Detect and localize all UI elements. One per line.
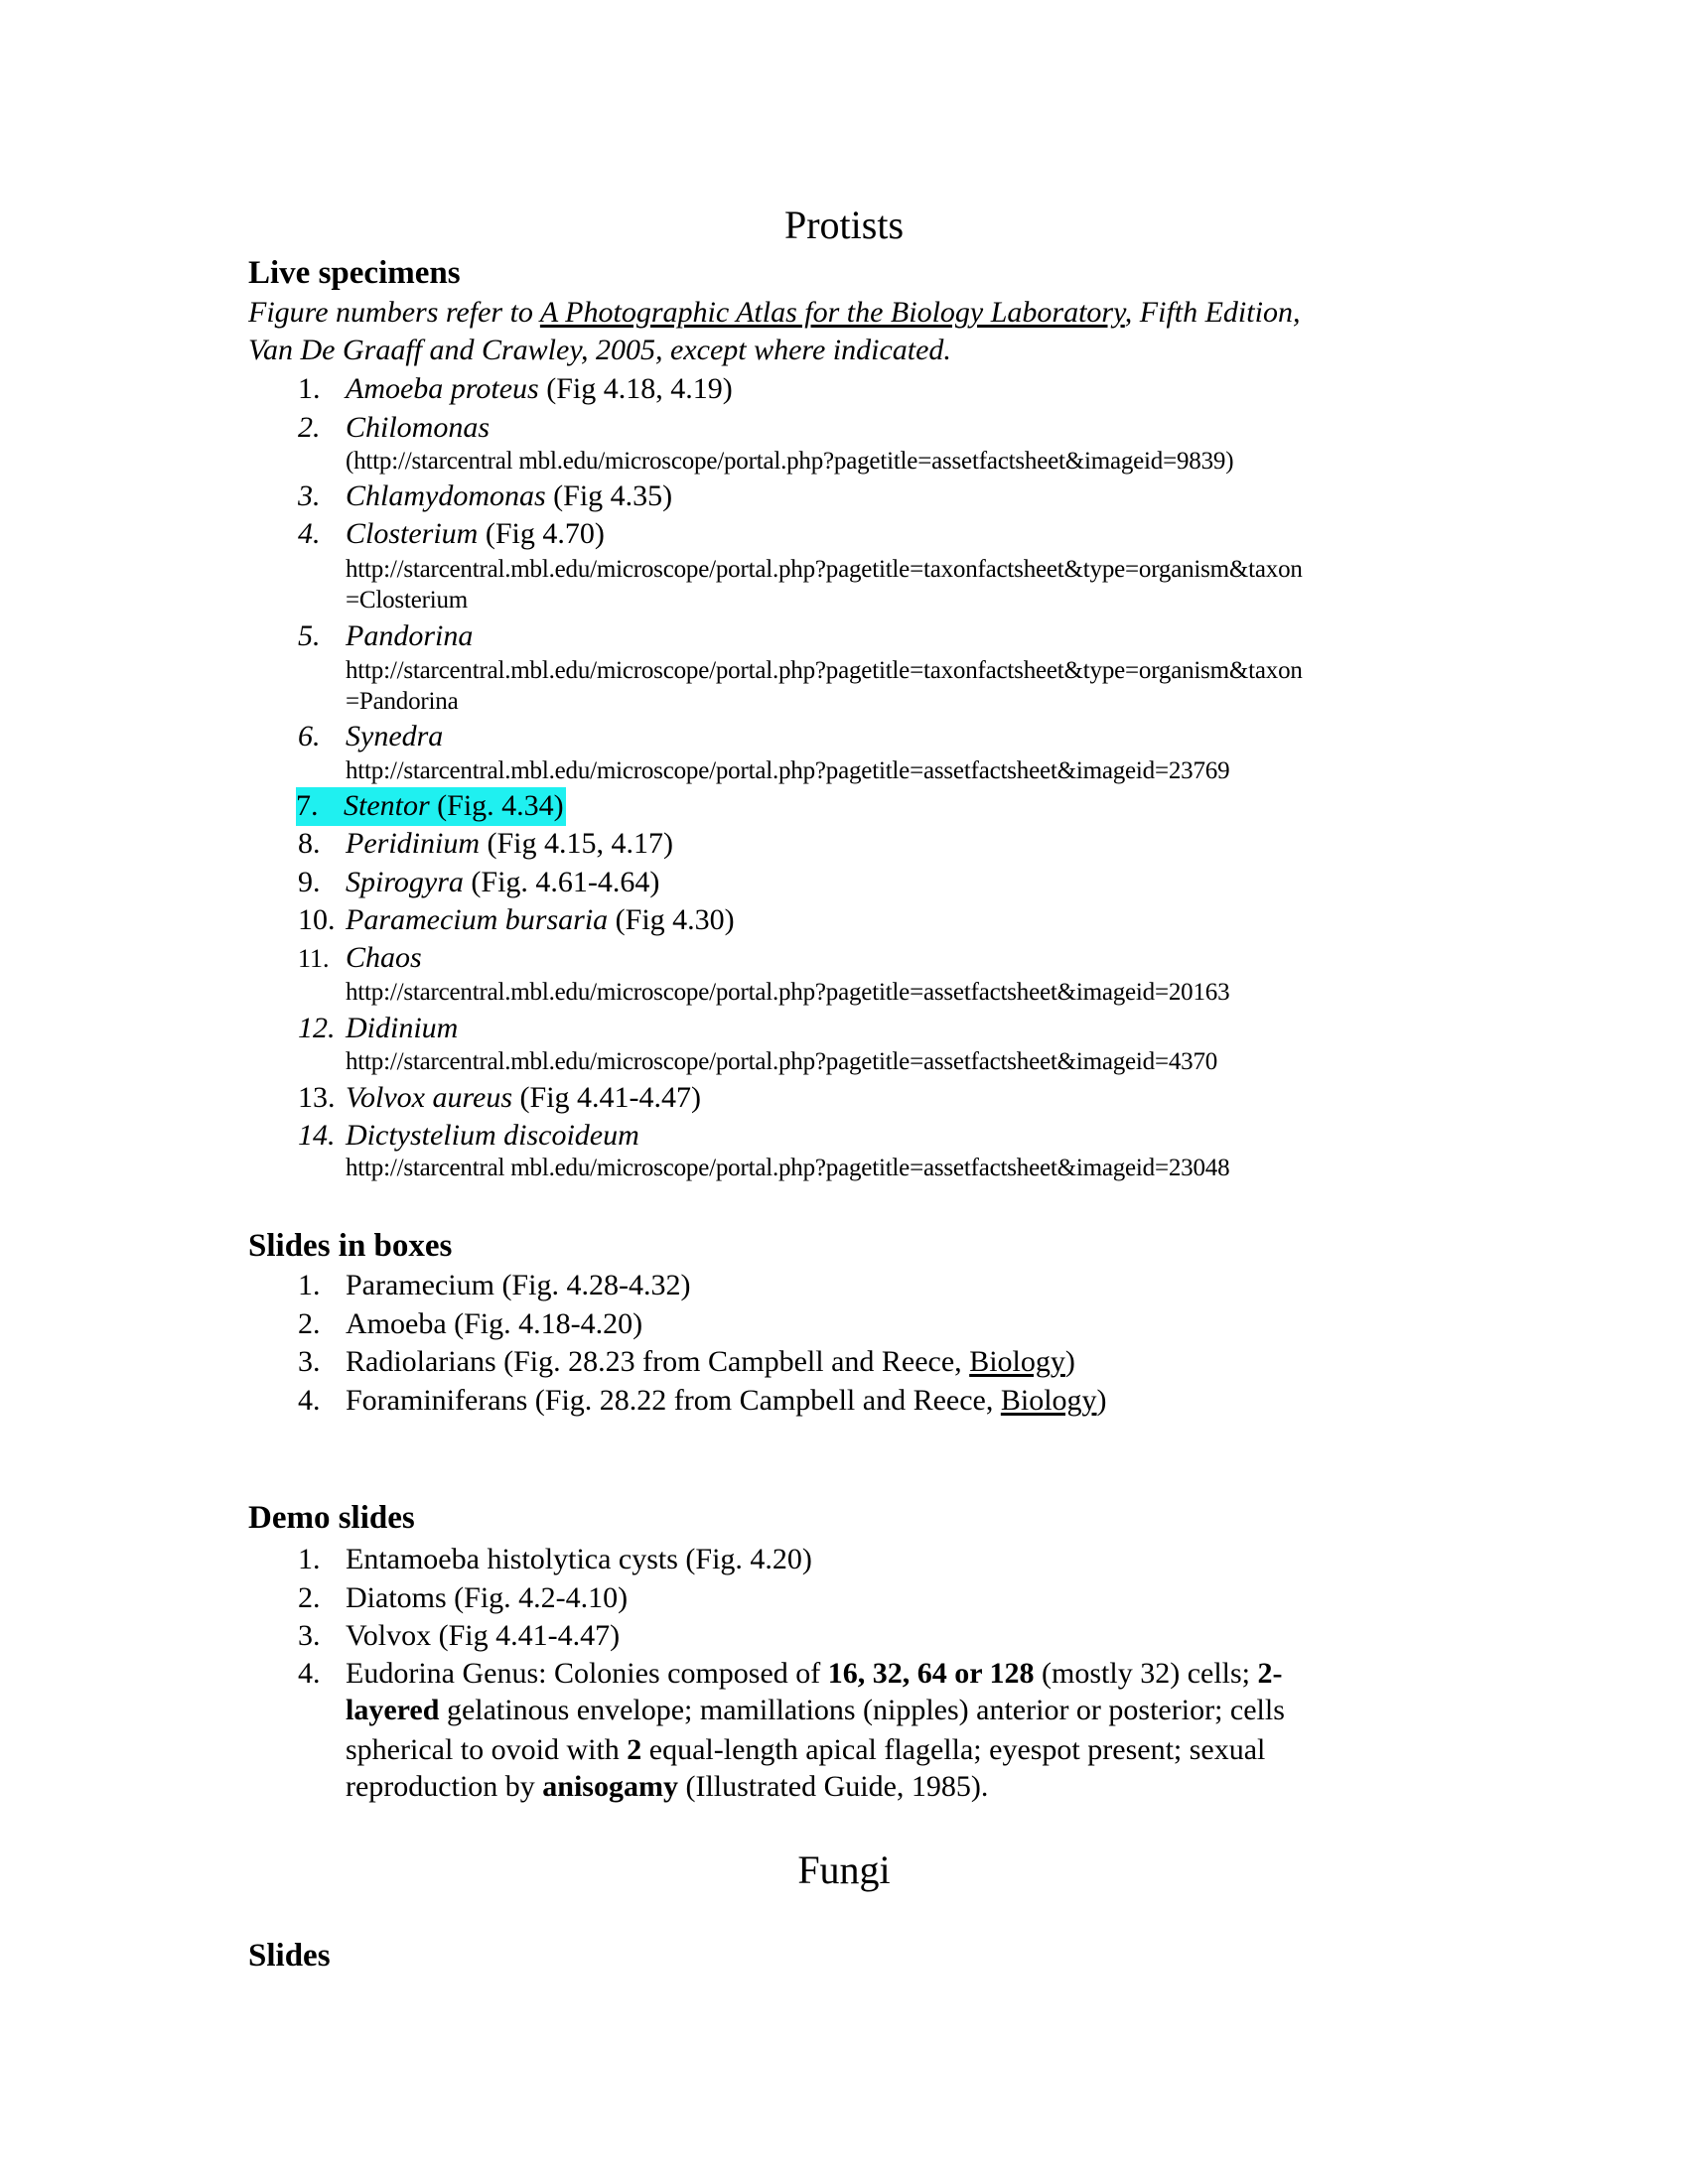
item-text: Foraminiferans (Fig. 28.22 from Campbell and Reece, (346, 1384, 1001, 1417)
list-item (298, 374, 733, 404)
reference-url: http://starcentral mbl.edu/microscope/portal.php?pagetitle=assetfactsheet&imageid=23048 (346, 1155, 1230, 1181)
list-item (298, 621, 473, 651)
item-text: Paramecium (Fig. 4.28-4.32) (346, 1269, 691, 1301)
species-name: Amoeba proteus (346, 372, 539, 405)
list-item (298, 1659, 1283, 1689)
figure-ref: (Fig. 4.34) (429, 789, 564, 822)
intro-text: , Fifth Edition, (1124, 296, 1301, 329)
bold-text: 2- (1257, 1657, 1283, 1690)
item-number: 3. (298, 1345, 321, 1378)
reference-url: http://starcentral.mbl.edu/microscope/portal.php?pagetitle=taxonfactsheet&type=organism&taxon (346, 657, 1303, 684)
species-name: Peridinium (346, 827, 480, 860)
list-item (298, 1121, 639, 1151)
intro-line-1 (248, 298, 1300, 328)
item-text: ) (1096, 1384, 1107, 1417)
reference-url: =Pandorina (346, 688, 459, 715)
list-item (298, 905, 735, 935)
item-text: equal-length apical flagella; eyespot present; sexual (641, 1733, 1266, 1766)
reference-url: (http://starcentral mbl.edu/microscope/portal.php?pagetitle=assetfactsheet&imageid=9839) (346, 448, 1234, 475)
item-number: 11. (298, 944, 330, 973)
figure-ref: (Fig. 4.61-4.64) (463, 866, 660, 898)
item-number: 9. (298, 866, 321, 898)
figure-ref: (Fig 4.15, 4.17) (480, 827, 673, 860)
item-number: 1. (298, 1269, 321, 1301)
species-name: Chaos (346, 941, 422, 974)
list-item (298, 868, 659, 897)
item-continuation (346, 1696, 1285, 1725)
list-item (298, 1271, 690, 1300)
bold-text: anisogamy (542, 1770, 678, 1803)
item-number: 4. (298, 517, 321, 550)
item-number: 1. (298, 372, 321, 405)
figure-ref: (Fig 4.35) (545, 479, 673, 512)
item-text: gelatinous envelope; mamillations (nipples) anterior or posterior; cells (439, 1694, 1285, 1726)
species-name: Didinium (346, 1012, 459, 1044)
list-item (298, 413, 490, 443)
figure-ref: (Fig 4.30) (608, 903, 735, 936)
list-item (298, 1621, 620, 1651)
item-number: 6. (298, 720, 321, 752)
figure-ref: (Fig 4.70) (478, 517, 605, 550)
intro-line-2: Van De Graaff and Crawley, 2005, except where indicated. (248, 334, 951, 366)
item-number: 14. (298, 1119, 336, 1152)
item-number: 8. (298, 827, 321, 860)
species-name: Volvox aureus (346, 1081, 513, 1114)
list-item (298, 1583, 628, 1613)
page-title-protists: Protists (783, 203, 905, 247)
species-name: Spirogyra (346, 866, 464, 898)
bold-text: 2 (627, 1733, 642, 1766)
list-item (298, 1386, 1107, 1416)
item-text: (Illustrated Guide, 1985). (677, 1770, 989, 1803)
list-item (298, 1083, 701, 1113)
book-title: Biology (969, 1345, 1065, 1378)
list-item (298, 1347, 1075, 1377)
item-text: Diatoms (Fig. 4.2-4.10) (346, 1581, 629, 1614)
list-item (298, 519, 605, 549)
item-number: 7. (296, 789, 319, 822)
item-number: 5. (298, 619, 321, 652)
item-number: 4. (298, 1657, 321, 1690)
item-text: Eudorina Genus: Colonies composed of (346, 1657, 828, 1690)
list-item (298, 1014, 458, 1043)
list-item (298, 722, 443, 751)
item-text: Amoeba (Fig. 4.18-4.20) (346, 1307, 643, 1340)
reference-url: =Closterium (346, 587, 469, 614)
species-name: Synedra (346, 720, 444, 752)
species-name: Chilomonas (346, 411, 491, 444)
list-item (298, 481, 672, 511)
item-text: ) (1064, 1345, 1075, 1378)
list-item (298, 1545, 812, 1574)
item-number: 2. (298, 1581, 321, 1614)
heading-demo-slides: Demo slides (248, 1500, 415, 1536)
page-title-fungi: Fungi (797, 1847, 891, 1892)
item-number: 12. (298, 1012, 336, 1044)
highlight (296, 787, 566, 826)
item-text: reproduction by (346, 1770, 543, 1803)
heading-live-specimens: Live specimens (248, 255, 461, 291)
heading-fungi-slides: Slides (248, 1938, 331, 1974)
species-name: Closterium (346, 517, 479, 550)
species-name: Chlamydomonas (346, 479, 546, 512)
item-text: (mostly 32) cells; (1034, 1657, 1258, 1690)
list-item (298, 943, 422, 973)
item-number: 3. (298, 479, 321, 512)
list-item (298, 829, 673, 859)
item-text: Radiolarians (Fig. 28.23 from Campbell and Reece, (346, 1345, 970, 1378)
bold-text: 16, 32, 64 or 128 (827, 1657, 1035, 1690)
species-name: Paramecium bursaria (346, 903, 609, 936)
list-item-highlighted (298, 791, 566, 821)
reference-url: http://starcentral.mbl.edu/microscope/portal.php?pagetitle=assetfactsheet&imageid=4370 (346, 1048, 1218, 1075)
item-text: Volvox (Fig 4.41-4.47) (346, 1619, 621, 1652)
item-number: 10. (298, 903, 336, 936)
item-text: Entamoeba histolytica cysts (Fig. 4.20) (346, 1543, 812, 1575)
item-number: 13. (298, 1081, 336, 1114)
book-title: Biology (1000, 1384, 1097, 1417)
reference-url: http://starcentral.mbl.edu/microscope/portal.php?pagetitle=taxonfactsheet&type=organism&taxon (346, 556, 1303, 583)
intro-text: Figure numbers refer to (248, 296, 540, 329)
bold-text: layered (346, 1694, 440, 1726)
species-name: Dictystelium discoideum (346, 1119, 639, 1152)
item-number: 4. (298, 1384, 321, 1417)
figure-ref: (Fig 4.41-4.47) (512, 1081, 702, 1114)
item-continuation (346, 1772, 988, 1802)
reference-url: http://starcentral.mbl.edu/microscope/portal.php?pagetitle=assetfactsheet&imageid=20163 (346, 979, 1230, 1006)
item-text: spherical to ovoid with (346, 1733, 628, 1766)
reference-url: http://starcentral.mbl.edu/microscope/portal.php?pagetitle=assetfactsheet&imageid=23769 (346, 757, 1230, 784)
book-title: A Photographic Atlas for the Biology Laboratory (539, 296, 1125, 329)
item-number: 3. (298, 1619, 321, 1652)
item-continuation (346, 1735, 1265, 1765)
heading-slides-in-boxes: Slides in boxes (248, 1228, 453, 1264)
species-name: Pandorina (346, 619, 474, 652)
item-number: 1. (298, 1543, 321, 1575)
list-item (298, 1309, 642, 1339)
item-number: 2. (298, 411, 321, 444)
species-name: Stentor (344, 789, 430, 822)
figure-ref: (Fig 4.18, 4.19) (538, 372, 733, 405)
item-number: 2. (298, 1307, 321, 1340)
